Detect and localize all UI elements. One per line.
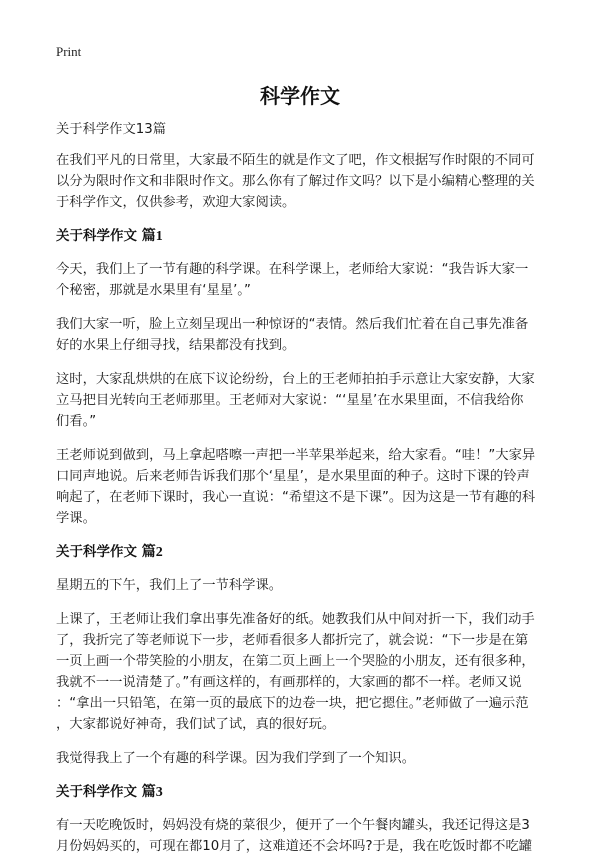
section-heading [56, 226, 550, 247]
text-line: 我们大家一听，脸上立刻呈现出一种惊讶的“表情。然后我们忙着在自己事先准备 [56, 317, 529, 332]
text-line: 立马把目光转向王老师那里。王老师对大家说：“‘星星’在水果里面，不信我给你 [56, 393, 524, 408]
text-line: ，大家都说好神奇，我们试了试，真的很好玩。 [56, 717, 336, 732]
paragraph [56, 815, 550, 857]
paragraph [56, 575, 550, 596]
intro-paragraph [56, 150, 550, 213]
paragraph [56, 748, 550, 769]
text-line: 了，我折完了等老师说下一步，老师看很多人都折完了，就会说：“下一步是在第 [56, 633, 529, 648]
paragraph [56, 445, 550, 529]
paragraph [56, 369, 550, 432]
text-line: 王老师说到做到，马上拿起嗒嚓一声把一半苹果举起来，给大家看。“哇！”大家异 [56, 448, 536, 463]
section-heading [56, 782, 550, 803]
heading-number: 篇3 [141, 785, 163, 800]
text-line: 口同声地说。后来老师告诉我们那个‘星星’，是水果里面的种子。这时下课的铃声 [56, 469, 530, 484]
text-line: 月份妈妈买的，可现在都10月了，这难道还不会坏吗?于是，我在吃饭时都不吃罐 [56, 839, 533, 854]
text-line: 星期五的下午，我们上了一节科学课。 [56, 578, 283, 593]
section-heading [56, 542, 550, 563]
heading-text: 关于科学作文 [56, 784, 142, 800]
text-line: 个秘密，那就是水果里有‘星星’。” [56, 283, 251, 298]
paragraph [56, 314, 550, 356]
text-line: 于科学作文，仅供参考，欢迎大家阅读。 [56, 195, 296, 210]
document-body [56, 119, 550, 857]
text-line: ：“拿出一只铅笔，在第一页的最底下的边卷一块，把它摁住。”老师做了一遍示范 [56, 696, 529, 711]
text-line: 学课。 [56, 511, 96, 526]
text-line: 在我们平凡的日常里，大家最不陌生的就是作文了吧，作文根据写作时限的不同可 [56, 153, 535, 168]
text-line: 以分为限时作文和非限时作文。那么你有了解过作文吗？以下是小编精心整理的关 [56, 174, 535, 189]
text-line: 一页上画一个带笑脸的小朋友，在第二页上画上一个哭脸的小朋友，还有很多种， [56, 654, 535, 669]
print-label[interactable]: Print [56, 44, 82, 59]
document-subtitle: 关于科学作文13篇 [56, 122, 166, 137]
heading-text: 关于科学作文 [56, 544, 142, 560]
text-line: 响起了，在老师下课时，我心一直说：“希望这不是下课”。因为这是一节有趣的科 [56, 490, 536, 505]
text-line: 上课了，王老师让我们拿出事先准备好的纸。她教我们从中间对折一下，我们动手 [56, 612, 535, 627]
text-line: 有一天吃晚饭时，妈妈没有烧的菜很少，便开了一个午餐肉罐头，我还记得这是3 [56, 818, 530, 833]
paragraph [56, 609, 550, 735]
text-line: 们看。” [56, 414, 97, 429]
text-line: 今天，我们上了一节有趣的科学课。在科学课上，老师给大家说：“我告诉大家一 [56, 262, 529, 277]
text-line: 好的水果上仔细寻找，结果都没有找到。 [56, 338, 296, 353]
text-line: 我就不一一说清楚了。”有画这样的，有画那样的，大家画的都不一样。老师又说 [56, 675, 522, 690]
heading-text: 关于科学作文 [56, 228, 142, 244]
page-title: 科学作文 [260, 84, 340, 108]
text-line: 我觉得我上了一个有趣的科学课。因为我们学到了一个知识。 [56, 751, 416, 766]
paragraph [56, 259, 550, 301]
heading-number: 篇1 [141, 229, 163, 244]
text-line: 这时，大家乱烘烘的在底下议论纷纷，台上的王老师拍拍手示意让大家安静，大家 [56, 372, 535, 387]
heading-number: 篇2 [141, 545, 163, 560]
